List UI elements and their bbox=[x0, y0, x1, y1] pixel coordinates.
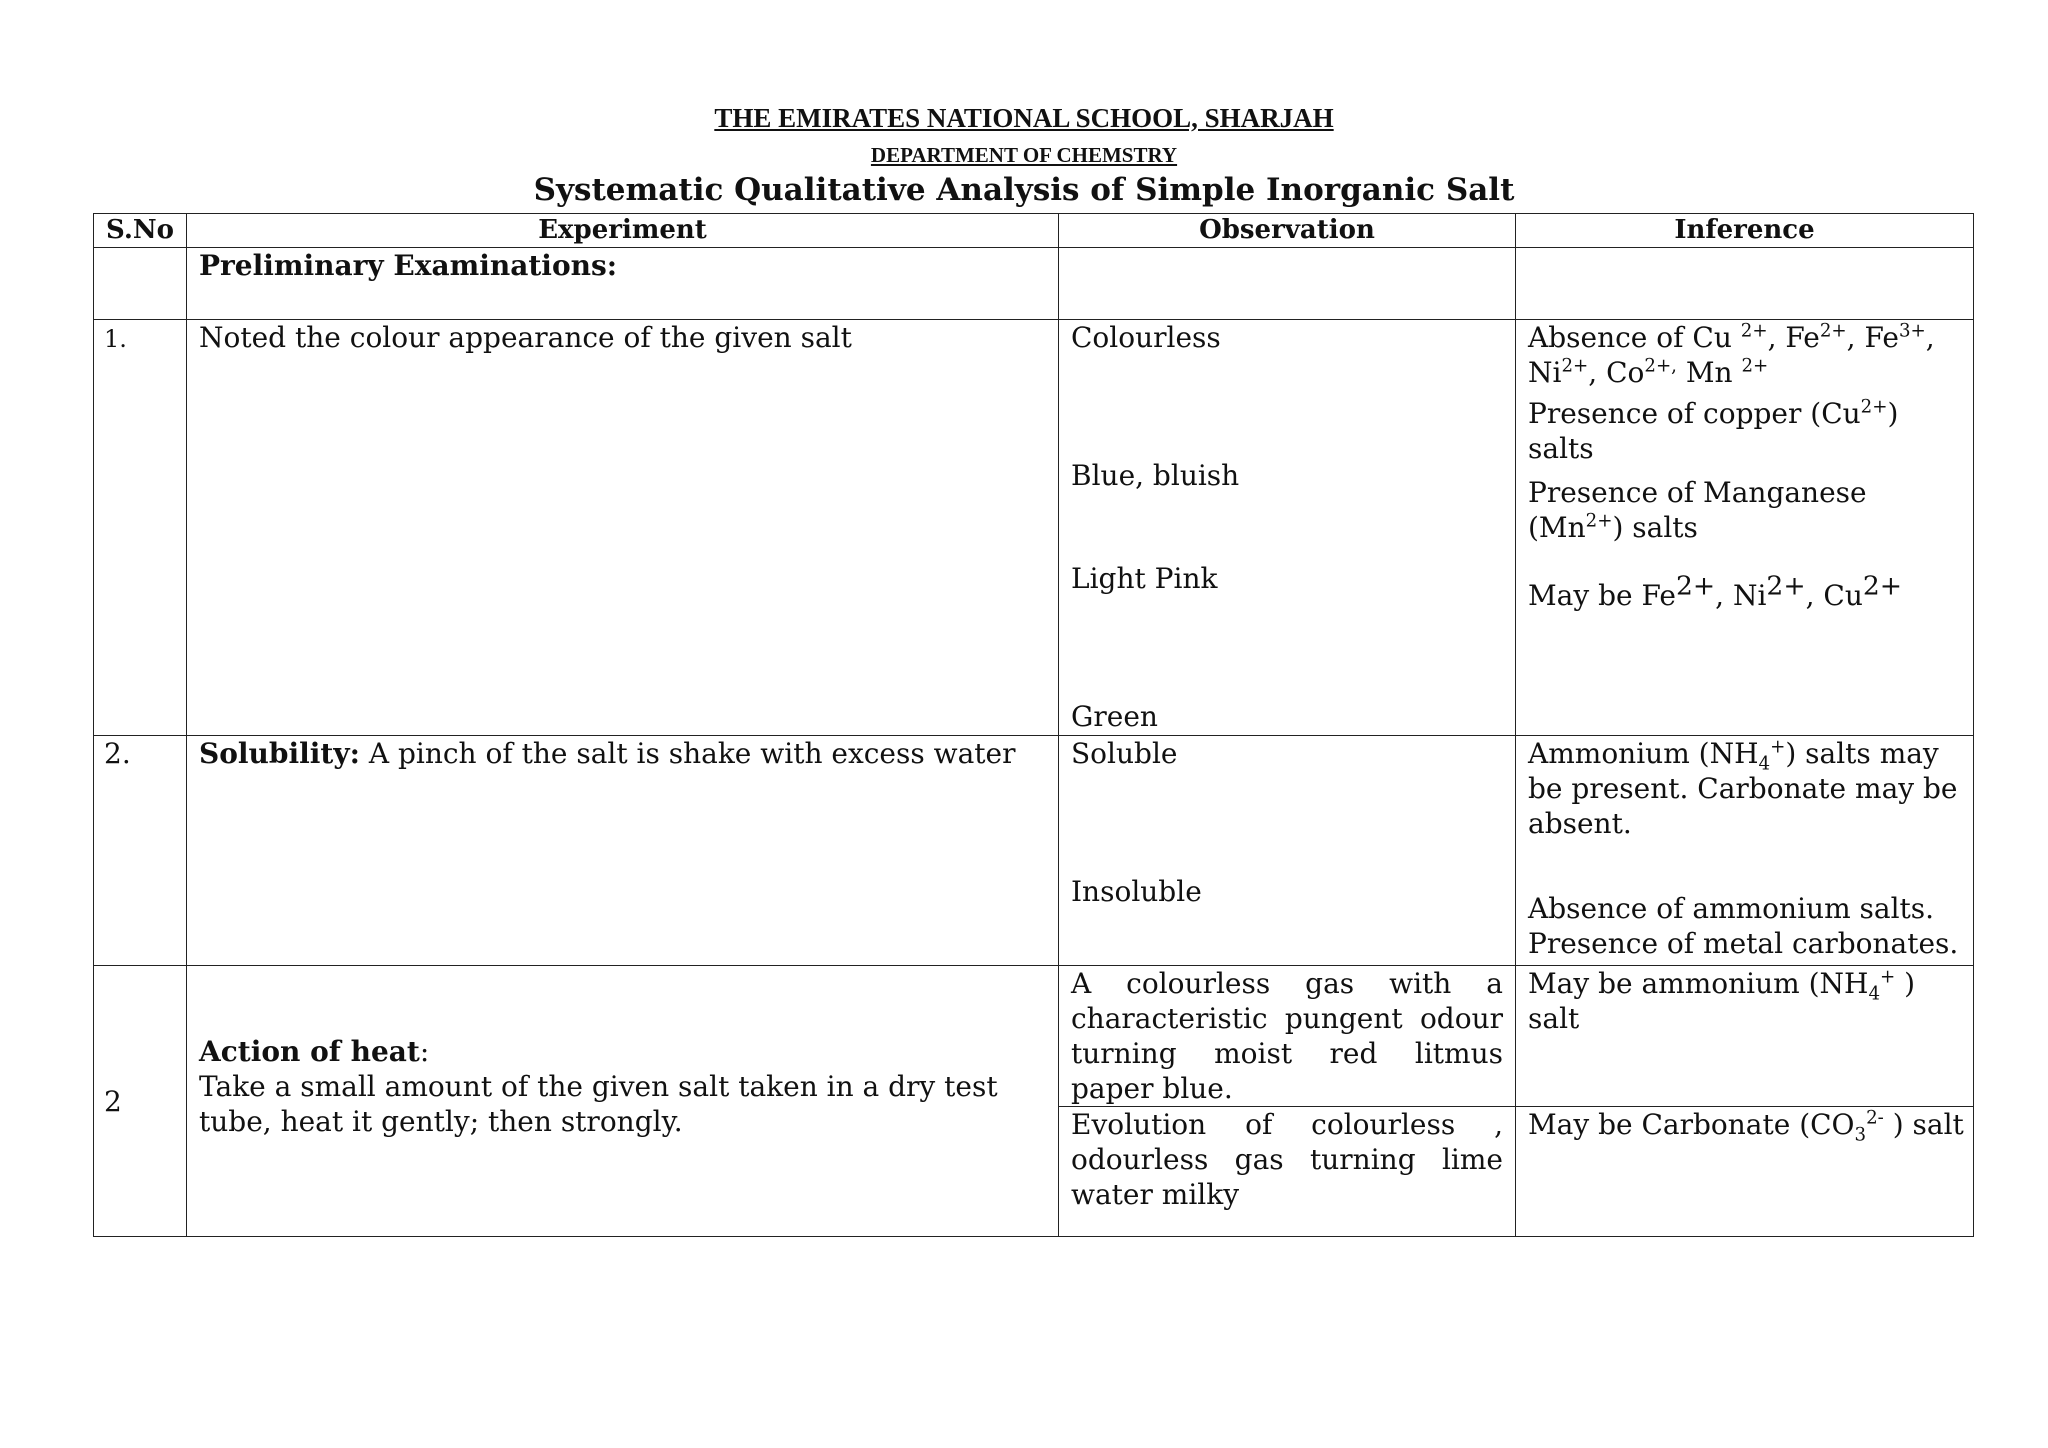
analysis-table bbox=[93, 213, 1974, 1237]
inference-cell bbox=[1516, 736, 1974, 966]
observation-soluble: Soluble bbox=[1071, 737, 1178, 770]
column-header-sno: S.No bbox=[94, 214, 187, 248]
observation-blue: Blue, bluish bbox=[1071, 459, 1240, 492]
experiment-cell: Solubility: A pinch of the salt is shake with excess water bbox=[187, 736, 1059, 966]
inference-soluble: Ammonium $(NH_4^+)$ salts may be present. Carbonate may be absent. bbox=[1528, 736, 1958, 840]
observation-cell: Evolution of colourless , odourless gas turning lime water milky bbox=[1059, 1107, 1516, 1237]
row-number: 2. bbox=[94, 736, 187, 966]
inference-may-be-ions: May be Fe2+, Ni2+, Cu2+ bbox=[1528, 570, 1903, 612]
inference-absence-ions: Absence of Cu $^{2+}$, $Fe^{2+}$, $Fe^{3+}$, $Ni^{2+}$, $Co^{2+,}$ Mn $^{2+}$ bbox=[1528, 320, 1935, 389]
inference-cell: May be Carbonate ($CO_3^{2-}$ ) salt bbox=[1516, 1107, 1974, 1237]
observation-green: Green bbox=[1071, 700, 1158, 733]
inference-cell bbox=[1516, 320, 1974, 736]
inference-insoluble: Absence of ammonium salts. Presence of metal carbonates. bbox=[1528, 892, 1959, 960]
observation-colourless: Colourless bbox=[1071, 321, 1221, 354]
preliminary-heading: Preliminary Examinations: bbox=[187, 248, 1059, 320]
column-header-experiment: Experiment bbox=[187, 214, 1059, 248]
experiment-cell: Action of heat: Take a small amount of the given salt taken in a dry test tube, heat it gently; then strongly. bbox=[187, 966, 1059, 1237]
column-header-inference: Inference bbox=[1516, 214, 1974, 248]
inference-manganese: Presence of Manganese $(Mn^{2+})$ salts bbox=[1528, 476, 1867, 544]
column-header-observation: Observation bbox=[1059, 214, 1516, 248]
observation-cell bbox=[1059, 736, 1516, 966]
observation-cell: A colourless gas with a characteristic pungent odour turning moist red litmus paper blue. bbox=[1059, 966, 1516, 1107]
table-row bbox=[94, 736, 1974, 966]
inference-copper: Presence of copper $(Cu^{2+})$ salts bbox=[1528, 396, 1899, 465]
row-number: 1. bbox=[94, 320, 187, 736]
row-number: 2 bbox=[94, 966, 187, 1237]
observation-insoluble: Insoluble bbox=[1071, 875, 1202, 908]
table-header-row bbox=[94, 214, 1974, 248]
inference-cell: May be ammonium ($NH_4^+$ ) salt bbox=[1516, 966, 1974, 1107]
table-row bbox=[94, 320, 1974, 736]
table-row bbox=[94, 248, 1974, 320]
school-name: THE EMIRATES NATIONAL SCHOOL, SHARJAH bbox=[714, 103, 1334, 133]
observation-cell bbox=[1059, 320, 1516, 736]
department-name: DEPARTMENT OF CHEMSTRY bbox=[870, 143, 1178, 167]
document-title: Systematic Qualitative Analysis of Simple Inorganic Salt bbox=[533, 172, 1515, 208]
experiment-cell: Noted the colour appearance of the given salt bbox=[187, 320, 1059, 736]
table-row bbox=[94, 966, 1974, 1107]
observation-light-pink: Light Pink bbox=[1071, 562, 1218, 595]
